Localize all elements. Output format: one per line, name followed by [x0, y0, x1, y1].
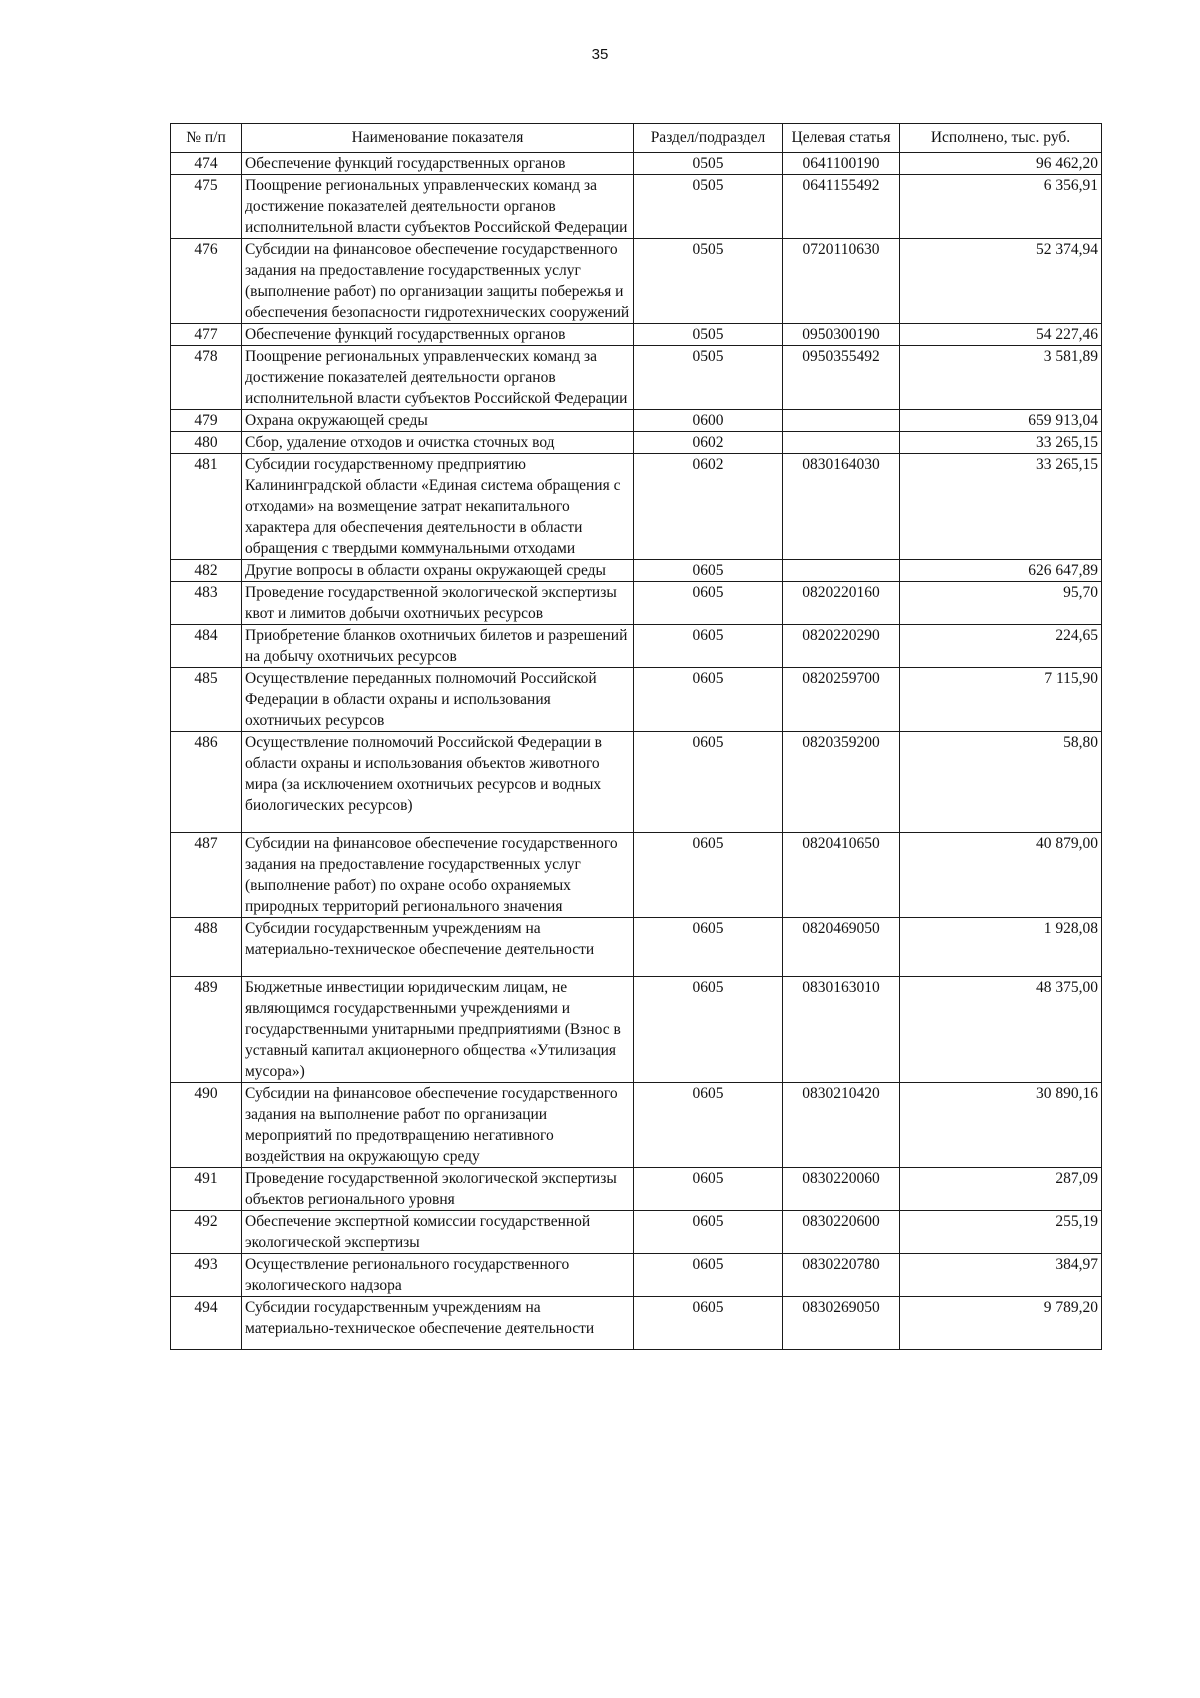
section-code: 0605	[634, 977, 783, 1083]
row-number: 475	[171, 175, 242, 239]
target-article-code: 0641155492	[783, 175, 900, 239]
target-article-code: 0830220780	[783, 1254, 900, 1297]
row-number: 482	[171, 560, 242, 582]
row-number: 493	[171, 1254, 242, 1297]
target-article-code: 0641100190	[783, 153, 900, 175]
budget-execution-table	[170, 123, 1102, 1350]
indicator-name: Обеспечение экспертной комиссии государственной экологической экспертизы	[242, 1211, 634, 1254]
indicator-name: Субсидии на финансовое обеспечение государственного задания на выполнение работ по организации мероприятий по предотвращению негативного воздействия на окружающую среду	[242, 1083, 634, 1168]
section-code: 0605	[634, 732, 783, 833]
header-indicator-name: Наименование показателя	[242, 124, 634, 153]
table-row	[171, 732, 1102, 833]
target-article-code: 0830220600	[783, 1211, 900, 1254]
header-section: Раздел/подраздел	[634, 124, 783, 153]
row-number: 490	[171, 1083, 242, 1168]
section-code: 0605	[634, 1297, 783, 1350]
table-row	[171, 239, 1102, 324]
section-code: 0505	[634, 175, 783, 239]
indicator-name: Поощрение региональных управленческих команд за достижение показателей деятельности органов исполнительной власти субъектов Российской Федерации	[242, 175, 634, 239]
header-number: № п/п	[171, 124, 242, 153]
section-code: 0605	[634, 582, 783, 625]
section-code: 0602	[634, 454, 783, 560]
table-row	[171, 1168, 1102, 1211]
executed-amount: 1 928,08	[900, 918, 1102, 977]
section-code: 0600	[634, 410, 783, 432]
section-code: 0605	[634, 560, 783, 582]
target-article-code	[783, 410, 900, 432]
executed-amount: 58,80	[900, 732, 1102, 833]
table-body	[171, 153, 1102, 1350]
target-article-code: 0950300190	[783, 324, 900, 346]
executed-amount: 96 462,20	[900, 153, 1102, 175]
executed-amount: 224,65	[900, 625, 1102, 668]
table-row	[171, 410, 1102, 432]
row-number: 489	[171, 977, 242, 1083]
header-target-article: Целевая статья	[783, 124, 900, 153]
executed-amount: 52 374,94	[900, 239, 1102, 324]
table-row	[171, 1211, 1102, 1254]
table-row	[171, 582, 1102, 625]
indicator-name: Другие вопросы в области охраны окружающей среды	[242, 560, 634, 582]
section-code: 0605	[634, 668, 783, 732]
header-executed-amount: Исполнено, тыс. руб.	[900, 124, 1102, 153]
target-article-code	[783, 432, 900, 454]
section-code: 0505	[634, 346, 783, 410]
target-article-code: 0830163010	[783, 977, 900, 1083]
executed-amount: 7 115,90	[900, 668, 1102, 732]
table-header-row	[171, 124, 1102, 153]
executed-amount: 9 789,20	[900, 1297, 1102, 1350]
indicator-name: Обеспечение функций государственных органов	[242, 324, 634, 346]
indicator-name: Субсидии государственному предприятию Калининградской области «Единая система обращения с отходами» на возмещение затрат некапитального характера для обеспечения деятельности в области обращения с твердыми коммунальными отходами	[242, 454, 634, 560]
table-row	[171, 1297, 1102, 1350]
indicator-name: Приобретение бланков охотничьих билетов и разрешений на добычу охотничьих ресурсов	[242, 625, 634, 668]
row-number: 486	[171, 732, 242, 833]
indicator-name: Субсидии на финансовое обеспечение государственного задания на предоставление государственных услуг (выполнение работ) по охране особо охраняемых природных территорий регионального значения	[242, 833, 634, 918]
row-number: 492	[171, 1211, 242, 1254]
indicator-name: Проведение государственной экологической экспертизы объектов регионального уровня	[242, 1168, 634, 1211]
row-number: 484	[171, 625, 242, 668]
executed-amount: 255,19	[900, 1211, 1102, 1254]
table-row	[171, 977, 1102, 1083]
indicator-name: Охрана окружающей среды	[242, 410, 634, 432]
target-article-code: 0830164030	[783, 454, 900, 560]
executed-amount: 33 265,15	[900, 454, 1102, 560]
executed-amount: 30 890,16	[900, 1083, 1102, 1168]
row-number: 480	[171, 432, 242, 454]
target-article-code: 0830210420	[783, 1083, 900, 1168]
indicator-name: Субсидии на финансовое обеспечение государственного задания на предоставление государственных услуг (выполнение работ) по организации защиты побережья и обеспечения безопасности гидротехнических сооружений	[242, 239, 634, 324]
section-code: 0602	[634, 432, 783, 454]
target-article-code: 0820469050	[783, 918, 900, 977]
target-article-code: 0950355492	[783, 346, 900, 410]
row-number: 477	[171, 324, 242, 346]
row-number: 476	[171, 239, 242, 324]
executed-amount: 54 227,46	[900, 324, 1102, 346]
page-number: 35	[591, 46, 609, 63]
executed-amount: 33 265,15	[900, 432, 1102, 454]
indicator-name: Проведение государственной экологической экспертизы квот и лимитов добычи охотничьих ресурсов	[242, 582, 634, 625]
target-article-code: 0820220160	[783, 582, 900, 625]
section-code: 0505	[634, 324, 783, 346]
table-row	[171, 432, 1102, 454]
executed-amount: 95,70	[900, 582, 1102, 625]
table-row	[171, 560, 1102, 582]
section-code: 0605	[634, 1254, 783, 1297]
table-row	[171, 918, 1102, 977]
section-code: 0605	[634, 625, 783, 668]
table-row	[171, 175, 1102, 239]
section-code: 0605	[634, 918, 783, 977]
table-row	[171, 833, 1102, 918]
section-code: 0605	[634, 1168, 783, 1211]
executed-amount: 626 647,89	[900, 560, 1102, 582]
indicator-name: Поощрение региональных управленческих команд за достижение показателей деятельности органов исполнительной власти субъектов Российской Федерации	[242, 346, 634, 410]
indicator-name: Бюджетные инвестиции юридическим лицам, не являющимся государственными учреждениями и государственными унитарными предприятиями (Взнос в уставный капитал акционерного общества «Утилизация мусора»)	[242, 977, 634, 1083]
executed-amount: 48 375,00	[900, 977, 1102, 1083]
executed-amount: 40 879,00	[900, 833, 1102, 918]
indicator-name: Сбор, удаление отходов и очистка сточных вод	[242, 432, 634, 454]
executed-amount: 287,09	[900, 1168, 1102, 1211]
executed-amount: 384,97	[900, 1254, 1102, 1297]
row-number: 487	[171, 833, 242, 918]
target-article-code	[783, 560, 900, 582]
target-article-code: 0830269050	[783, 1297, 900, 1350]
row-number: 485	[171, 668, 242, 732]
table-row	[171, 346, 1102, 410]
table-row	[171, 454, 1102, 560]
table-row	[171, 1083, 1102, 1168]
target-article-code: 0720110630	[783, 239, 900, 324]
row-number: 481	[171, 454, 242, 560]
section-code: 0605	[634, 1211, 783, 1254]
row-number: 488	[171, 918, 242, 977]
row-number: 478	[171, 346, 242, 410]
row-number: 483	[171, 582, 242, 625]
row-number: 474	[171, 153, 242, 175]
row-number: 479	[171, 410, 242, 432]
section-code: 0605	[634, 1083, 783, 1168]
executed-amount: 6 356,91	[900, 175, 1102, 239]
indicator-name: Субсидии государственным учреждениям на материально-техническое обеспечение деятельности	[242, 918, 634, 977]
table-row	[171, 153, 1102, 175]
row-number: 491	[171, 1168, 242, 1211]
target-article-code: 0820410650	[783, 833, 900, 918]
executed-amount: 3 581,89	[900, 346, 1102, 410]
table-row	[171, 625, 1102, 668]
row-number: 494	[171, 1297, 242, 1350]
section-code: 0505	[634, 239, 783, 324]
indicator-name: Осуществление переданных полномочий Российской Федерации в области охраны и использования охотничьих ресурсов	[242, 668, 634, 732]
table-row	[171, 668, 1102, 732]
indicator-name: Обеспечение функций государственных органов	[242, 153, 634, 175]
section-code: 0505	[634, 153, 783, 175]
target-article-code: 0830220060	[783, 1168, 900, 1211]
target-article-code: 0820259700	[783, 668, 900, 732]
table-row	[171, 1254, 1102, 1297]
target-article-code: 0820359200	[783, 732, 900, 833]
section-code: 0605	[634, 833, 783, 918]
indicator-name: Осуществление полномочий Российской Федерации в области охраны и использования объектов животного мира (за исключением охотничьих ресурсов и водных биологических ресурсов)	[242, 732, 634, 833]
indicator-name: Субсидии государственным учреждениям на материально-техническое обеспечение деятельности	[242, 1297, 634, 1350]
target-article-code: 0820220290	[783, 625, 900, 668]
indicator-name: Осуществление регионального государственного экологического надзора	[242, 1254, 634, 1297]
table-row	[171, 324, 1102, 346]
executed-amount: 659 913,04	[900, 410, 1102, 432]
